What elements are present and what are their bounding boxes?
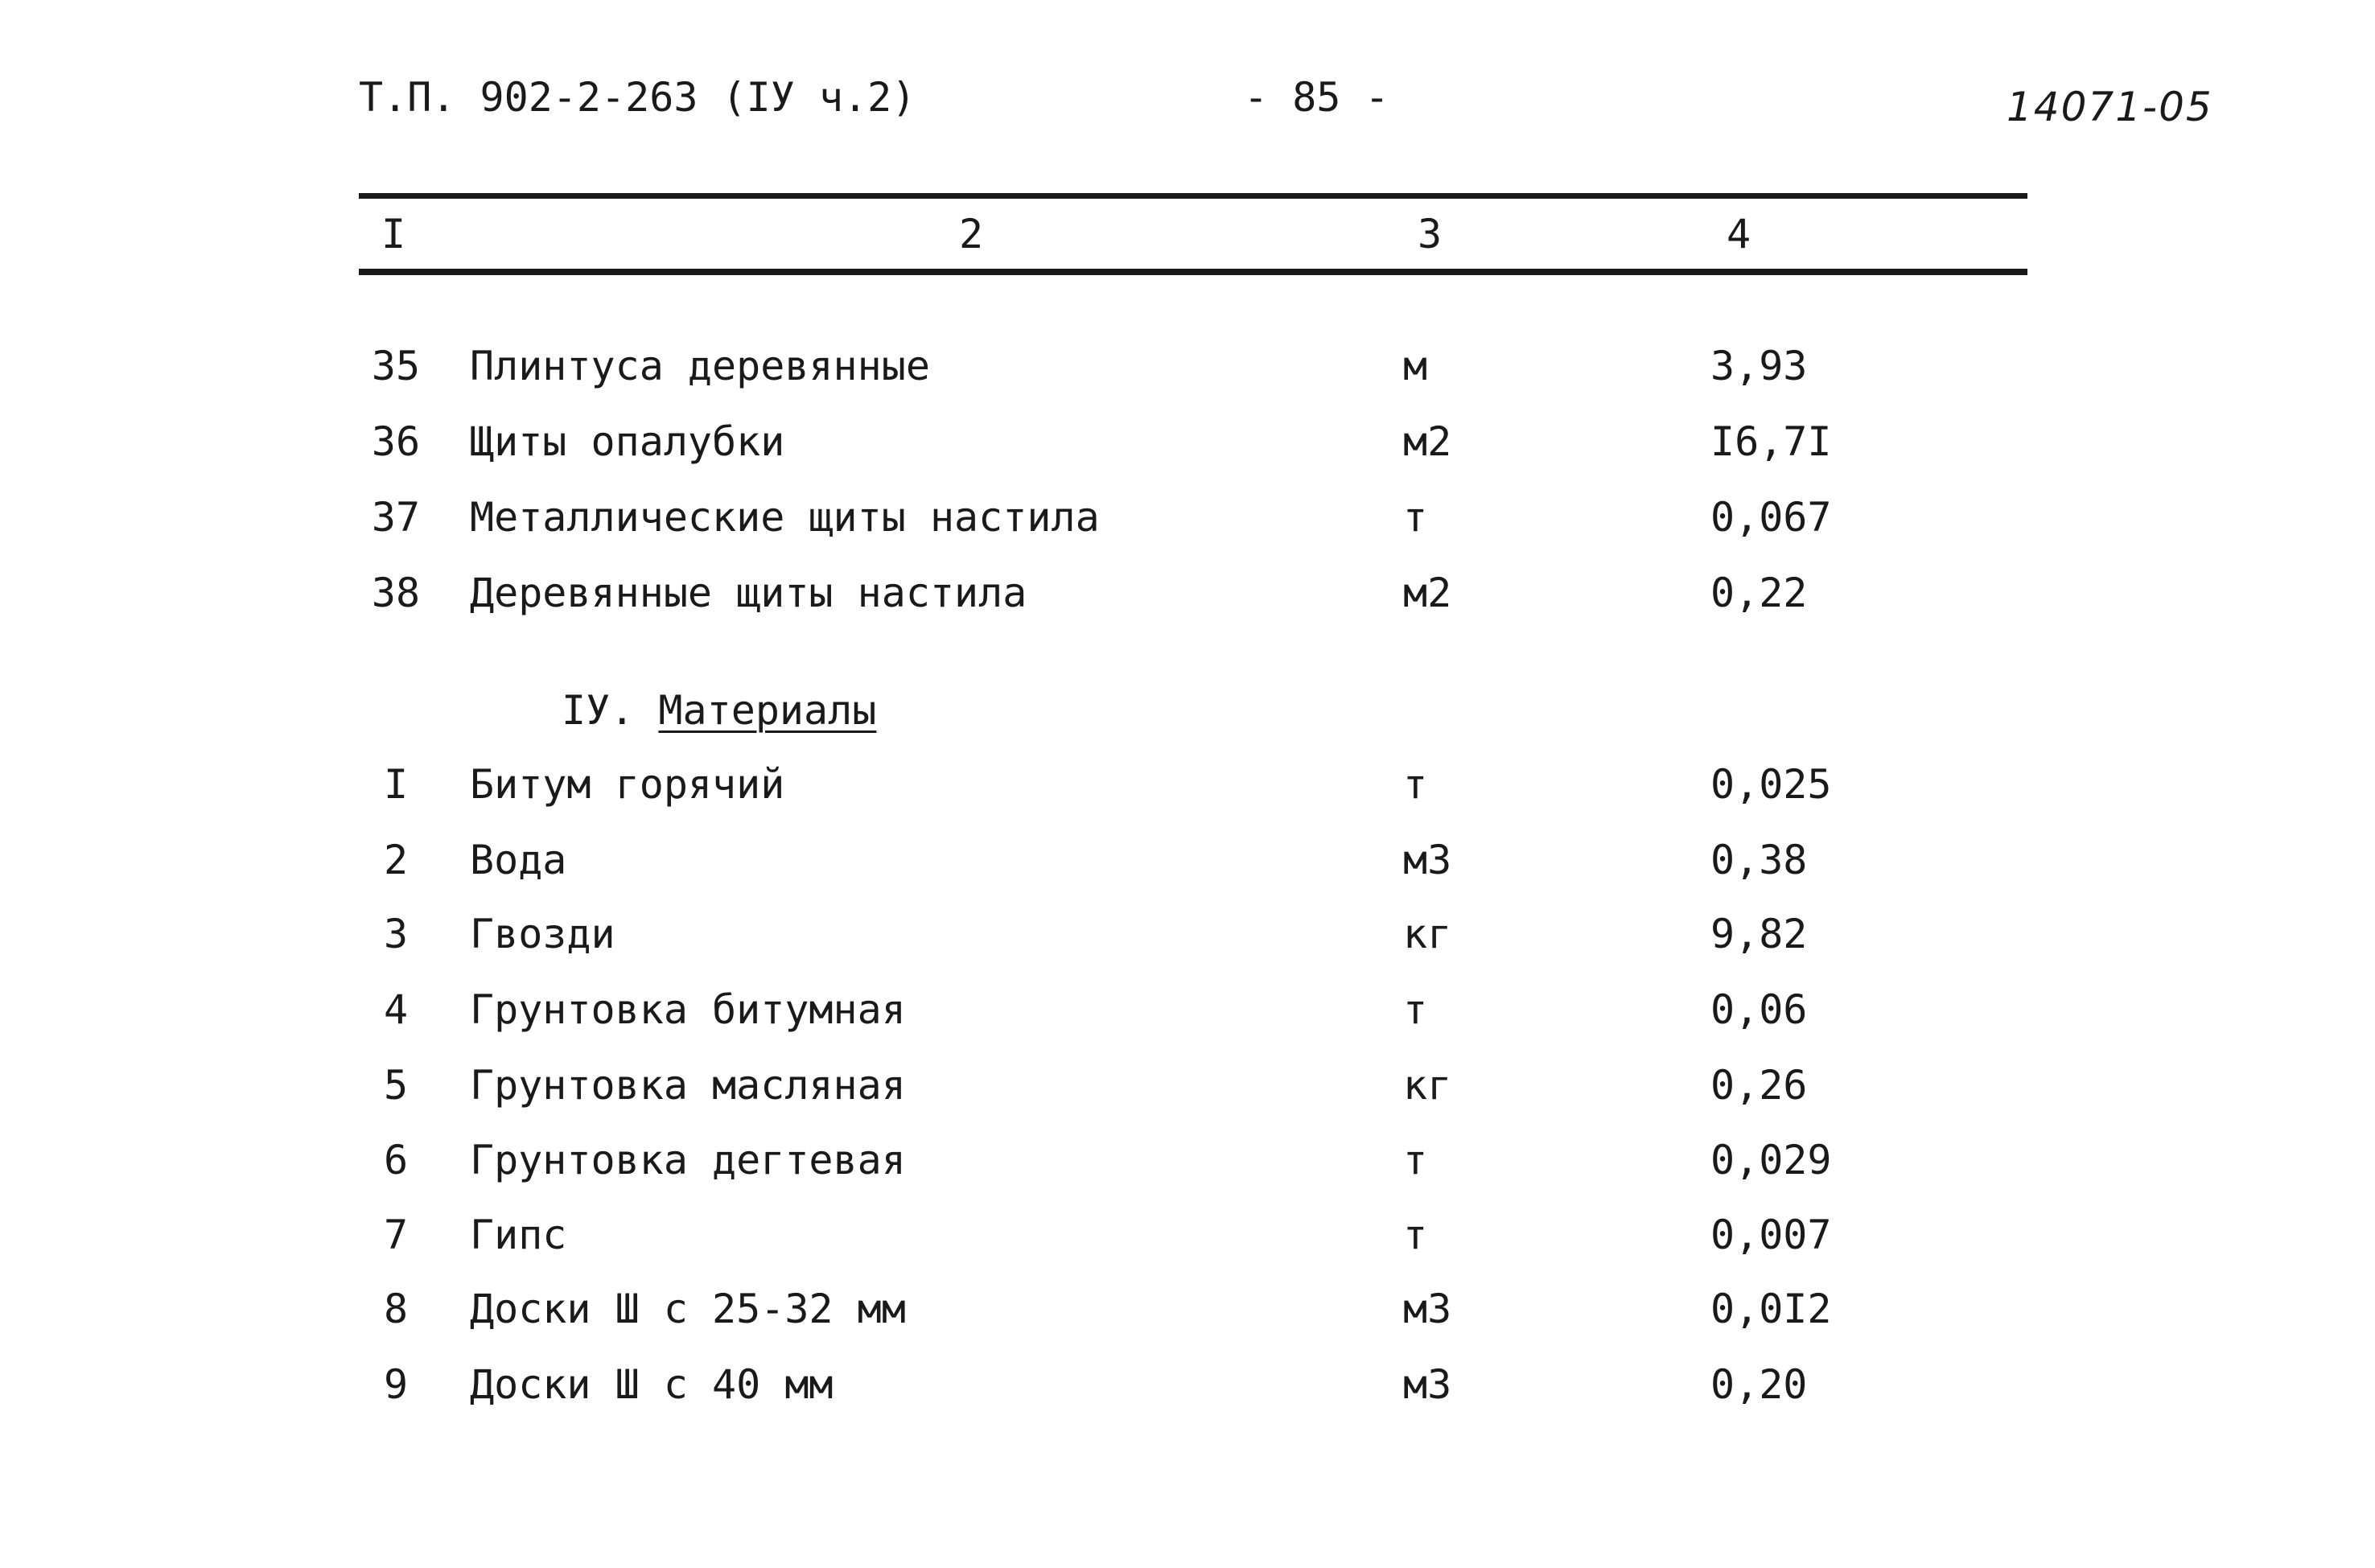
row-quantity: 3,93 <box>1710 343 1808 389</box>
table-row <box>0 1286 2375 1334</box>
row-unit: м2 <box>1403 418 1452 465</box>
row-quantity: 0,22 <box>1710 570 1808 616</box>
row-unit: т <box>1403 1212 1428 1258</box>
row-name: Грунтовка битумная <box>470 986 906 1033</box>
row-number: I <box>383 761 409 808</box>
row-unit: т <box>1403 986 1428 1033</box>
row-unit: кг <box>1403 1062 1452 1109</box>
column-header-4: 4 <box>1727 211 1751 257</box>
row-name: Плинтуса деревянные <box>470 343 930 389</box>
row-number: 36 <box>371 418 421 465</box>
row-unit: кг <box>1403 911 1452 957</box>
row-quantity: I6,7I <box>1710 418 1832 465</box>
table-row <box>0 494 2375 542</box>
table-row <box>0 418 2375 467</box>
row-name: Битум горячий <box>470 761 785 808</box>
table-row <box>0 1062 2375 1110</box>
row-number: 7 <box>383 1212 409 1258</box>
column-header-1: I <box>381 211 406 257</box>
row-number: 9 <box>383 1361 409 1408</box>
row-name: Деревянные щиты настила <box>470 570 1027 616</box>
table-row <box>0 1212 2375 1260</box>
section-name: Материалы <box>658 687 877 734</box>
row-quantity: 0,029 <box>1710 1137 1832 1183</box>
row-name: Гвозди <box>470 911 615 957</box>
row-quantity: 9,82 <box>1710 911 1808 957</box>
row-quantity: 0,06 <box>1710 986 1808 1033</box>
table-row <box>0 911 2375 959</box>
row-name: Доски Ш с 40 мм <box>470 1361 834 1408</box>
row-number: 37 <box>371 494 421 541</box>
row-number: 2 <box>383 837 409 883</box>
column-header-2: 2 <box>959 211 984 257</box>
archive-number: 14071-05 <box>2007 84 2213 130</box>
table-row <box>0 837 2375 885</box>
row-unit: м3 <box>1403 1361 1452 1408</box>
document-reference: Т.П. 902-2-263 (IУ ч.2) <box>359 74 916 121</box>
row-name: Доски Ш с 25-32 мм <box>470 1286 906 1332</box>
row-number: 8 <box>383 1286 409 1332</box>
row-name: Металлические щиты настила <box>470 494 1100 541</box>
column-header-3: 3 <box>1418 211 1443 257</box>
row-name: Грунтовка дегтевая <box>470 1137 906 1183</box>
row-unit: м2 <box>1403 570 1452 616</box>
row-unit: м <box>1403 343 1428 389</box>
row-name: Грунтовка масляная <box>470 1062 906 1109</box>
table-row <box>0 761 2375 809</box>
row-quantity: 0,26 <box>1710 1062 1808 1109</box>
row-name: Вода <box>470 837 567 883</box>
section-title <box>562 687 876 734</box>
row-unit: м3 <box>1403 1286 1452 1332</box>
row-number: 6 <box>383 1137 409 1183</box>
row-number: 4 <box>383 986 409 1033</box>
table-row <box>0 986 2375 1035</box>
table-row <box>0 343 2375 391</box>
row-name: Гипс <box>470 1212 567 1258</box>
page-number: - 85 - <box>1244 74 1389 121</box>
table-row <box>0 1137 2375 1185</box>
section-prefix: IУ. <box>562 687 635 734</box>
row-quantity: 0,0I2 <box>1710 1286 1832 1332</box>
table-row <box>0 1361 2375 1410</box>
table-header-rule <box>359 269 2027 275</box>
row-number: 5 <box>383 1062 409 1109</box>
row-name: Щиты опалубки <box>470 418 785 465</box>
row-unit: т <box>1403 494 1428 541</box>
row-number: 35 <box>371 343 421 389</box>
table-row <box>0 570 2375 618</box>
row-quantity: 0,38 <box>1710 837 1808 883</box>
row-unit: т <box>1403 1137 1428 1183</box>
row-number: 3 <box>383 911 409 957</box>
row-unit: т <box>1403 761 1428 808</box>
row-unit: м3 <box>1403 837 1452 883</box>
row-quantity: 0,067 <box>1710 494 1832 541</box>
row-quantity: 0,007 <box>1710 1212 1832 1258</box>
table-top-rule <box>359 193 2027 199</box>
row-quantity: 0,025 <box>1710 761 1832 808</box>
row-number: 38 <box>371 570 421 616</box>
row-quantity: 0,20 <box>1710 1361 1808 1408</box>
